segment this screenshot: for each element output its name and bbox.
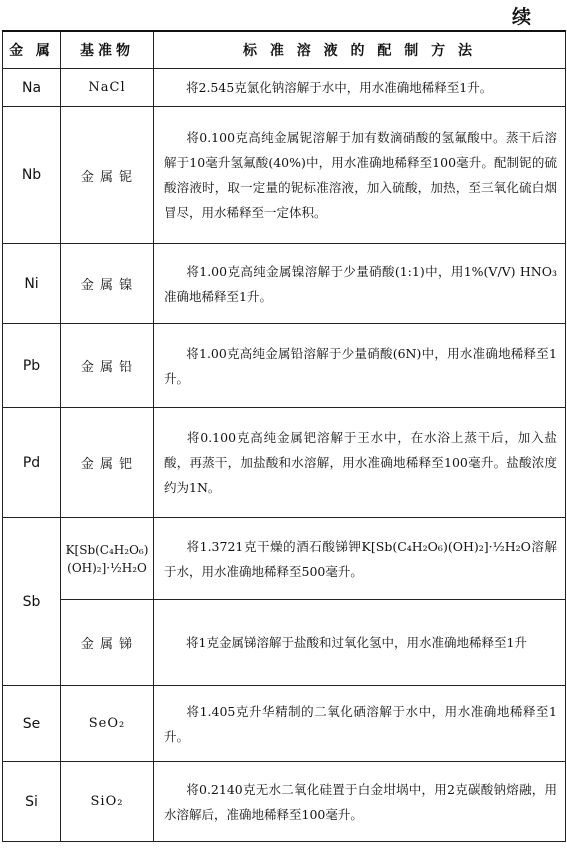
- method-cell: [154, 244, 566, 324]
- metal-cell: Pb: [3, 324, 61, 408]
- method-cell: [154, 600, 566, 686]
- method-text: 将1.405克升华精制的二氧化硒溶解于水中，用水准确地稀释至1升。: [164, 703, 557, 744]
- metal-cell: Se: [3, 686, 61, 762]
- table-row: [3, 107, 566, 244]
- metal-cell: Na: [3, 69, 61, 107]
- table-row: [3, 686, 566, 762]
- metal-cell: Pd: [3, 408, 61, 518]
- method-cell: [154, 408, 566, 518]
- method-text: 将2.545克氯化钠溶解于水中，用水准确地稀释至1升。: [186, 80, 493, 95]
- table-row: [3, 762, 566, 842]
- method-text: 将0.2140克无水二氧化硅置于白金坩埚中，用2克碳酸钠熔融，用水溶解后，准确地稀释至100毫升。: [164, 781, 557, 822]
- method-cell: [154, 762, 566, 842]
- method-cell: [154, 324, 566, 408]
- table-row: [3, 69, 566, 107]
- metal-cell: Si: [3, 762, 61, 842]
- reference-cell: 金 属 镍: [61, 244, 154, 324]
- table-row: [3, 600, 566, 686]
- table-row: [3, 244, 566, 324]
- reference-cell: 金 属 铅: [61, 324, 154, 408]
- header-method: 标 准 溶 液 的 配 制 方 法: [154, 31, 566, 69]
- metal-cell: Nb: [3, 107, 61, 244]
- method-text: 将0.100克高纯金属铌溶解于加有数滴硝酸的氢氟酸中。蒸干后溶解于10毫升氢氟酸(40%)中，用水准确地稀释至100毫升。配制铌的硫酸溶液时，取一定量的铌标准溶液，加入硫酸，加热，至三氧化硫白烟冒尽，用水稀释至一定体积。: [164, 130, 557, 220]
- table-row: [3, 408, 566, 518]
- metal-cell: Sb: [3, 518, 61, 686]
- method-text: 将1.3721克干燥的酒石酸锑钾K[Sb(C₄H₂O₆)(OH)₂]·½H₂O溶解于水，用水准确地稀释至500毫升。: [164, 538, 557, 579]
- method-text: 将1克金属锑溶解于盐酸和过氧化氢中，用水准确地稀释至1升: [186, 635, 527, 650]
- method-cell: [154, 518, 566, 600]
- reference-cell: SiO₂: [61, 762, 154, 842]
- method-cell: [154, 686, 566, 762]
- method-text: 将0.100克高纯金属钯溶解于王水中，在水浴上蒸干后，加入盐酸，再蒸干，加盐酸和水溶解，用水准确地稀释至100毫升。盐酸浓度约为1N。: [164, 430, 557, 495]
- table-row: [3, 518, 566, 600]
- header-reference: 基准物: [61, 31, 154, 69]
- reference-cell: 金 属 钯: [61, 408, 154, 518]
- method-cell: [154, 107, 566, 244]
- method-text: 将1.00克高纯金属镍溶解于少量硝酸(1:1)中，用1%(V/V) HNO₃准确地稀释至1升。: [164, 263, 557, 304]
- table-row: [3, 324, 566, 408]
- reference-cell: K[Sb(C₄H₂O₆)(OH)₂]·½H₂O: [61, 518, 154, 600]
- standard-solution-table: [2, 30, 566, 842]
- reference-cell: SeO₂: [61, 686, 154, 762]
- metal-cell: Ni: [3, 244, 61, 324]
- header-metal: 金 属: [3, 31, 61, 69]
- table-header-row: [3, 31, 566, 69]
- continued-label: 续: [511, 6, 531, 28]
- reference-cell: NaCl: [61, 69, 154, 107]
- method-text: 将1.00克高纯金属铅溶解于少量硝酸(6N)中，用水准确地稀释至1升。: [164, 345, 557, 386]
- reference-cell: 金 属 锑: [61, 600, 154, 686]
- reference-cell: 金 属 铌: [61, 107, 154, 244]
- method-cell: [154, 69, 566, 107]
